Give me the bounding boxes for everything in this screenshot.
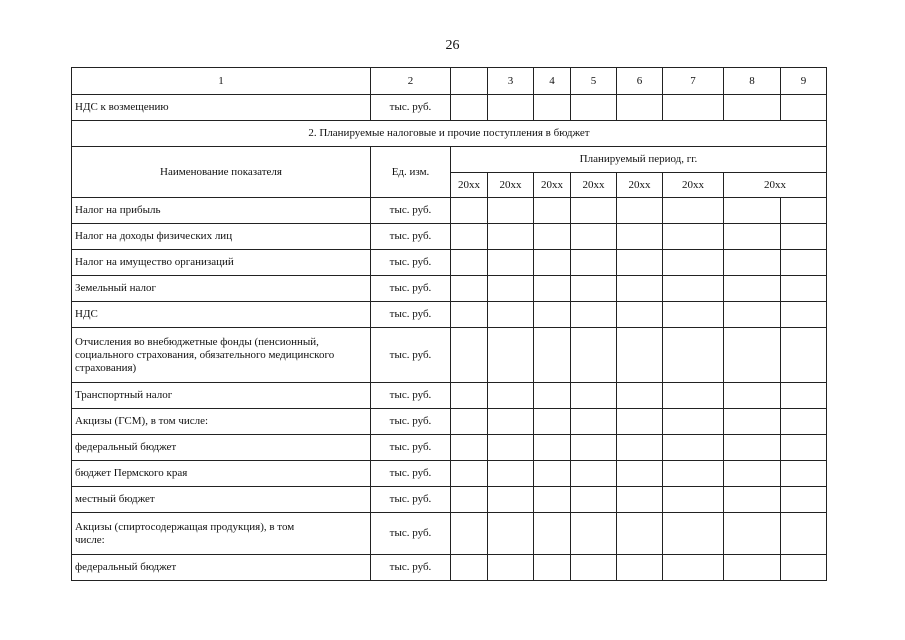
unit-cell: тыс. руб. (371, 224, 451, 250)
indicator-name: Земельный налог (72, 276, 371, 302)
unit-cell: тыс. руб. (371, 461, 451, 487)
unit-cell: тыс. руб. (371, 95, 451, 121)
year-header: 20xx (724, 173, 827, 198)
indicator-name: НДС к возмещению (72, 95, 371, 121)
column-number: 1 (72, 68, 371, 95)
unit-cell: тыс. руб. (371, 487, 451, 513)
table-row (72, 513, 827, 555)
indicator-name: Налог на имущество организаций (72, 250, 371, 276)
section-title: 2. Планируемые налоговые и прочие поступления в бюджет (72, 121, 827, 147)
table-row (72, 435, 827, 461)
budget-revenue-table (71, 67, 827, 581)
table-row (72, 224, 827, 250)
indicator-name: Налог на прибыль (72, 198, 371, 224)
unit-cell: тыс. руб. (371, 409, 451, 435)
column-number: 5 (571, 68, 617, 95)
table-row (72, 487, 827, 513)
indicator-name: Отчисления во внебюджетные фонды (пенсионный, социального страхования, обязательного медицинского страхования) (72, 328, 371, 383)
indicator-name: местный бюджет (72, 487, 371, 513)
table-row (72, 250, 827, 276)
unit-cell: тыс. руб. (371, 513, 451, 555)
unit-cell: тыс. руб. (371, 383, 451, 409)
indicator-name: НДС (72, 302, 371, 328)
year-header: 20xx (451, 173, 488, 198)
indicator-name: федеральный бюджет (72, 435, 371, 461)
unit-cell: тыс. руб. (371, 328, 451, 383)
period-header: Планируемый период, гг. (451, 147, 827, 173)
column-number: 9 (781, 68, 827, 95)
year-header: 20xx (488, 173, 534, 198)
year-header: 20xx (571, 173, 617, 198)
indicator-name: Акцизы (ГСМ), в том числе: (72, 409, 371, 435)
indicator-header: Наименование показателя (72, 147, 371, 198)
indicator-name: Транспортный налог (72, 383, 371, 409)
column-number: 4 (534, 68, 571, 95)
table-row (72, 302, 827, 328)
year-header: 20xx (534, 173, 571, 198)
unit-cell: тыс. руб. (371, 276, 451, 302)
header-row-1 (72, 147, 827, 173)
table-row (72, 555, 827, 581)
page-number: 26 (445, 38, 460, 53)
table-row (72, 276, 827, 302)
column-number: 2 (371, 68, 451, 95)
vat-refund-row (72, 95, 827, 121)
indicator-name: Налог на доходы физических лиц (72, 224, 371, 250)
indicator-name: Акцизы (спиртосодержащая продукция), в том числе: (72, 513, 371, 555)
unit-cell: тыс. руб. (371, 435, 451, 461)
year-header: 20xx (663, 173, 724, 198)
section-title-row (72, 121, 827, 147)
indicator-name: бюджет Пермского края (72, 461, 371, 487)
table-row (72, 461, 827, 487)
column-number: 7 (663, 68, 724, 95)
table-row (72, 409, 827, 435)
column-number: 8 (724, 68, 781, 95)
table-row (72, 198, 827, 224)
column-number-row (72, 68, 827, 95)
indicator-name: федеральный бюджет (72, 555, 371, 581)
unit-cell: тыс. руб. (371, 250, 451, 276)
unit-cell: тыс. руб. (371, 198, 451, 224)
column-number: 6 (617, 68, 663, 95)
unit-cell: тыс. руб. (371, 555, 451, 581)
table-row (72, 383, 827, 409)
column-number: 3 (488, 68, 534, 95)
year-header: 20xx (617, 173, 663, 198)
table-row (72, 328, 827, 383)
column-number-empty (451, 68, 488, 95)
unit-cell: тыс. руб. (371, 302, 451, 328)
unit-header: Ед. изм. (371, 147, 451, 198)
